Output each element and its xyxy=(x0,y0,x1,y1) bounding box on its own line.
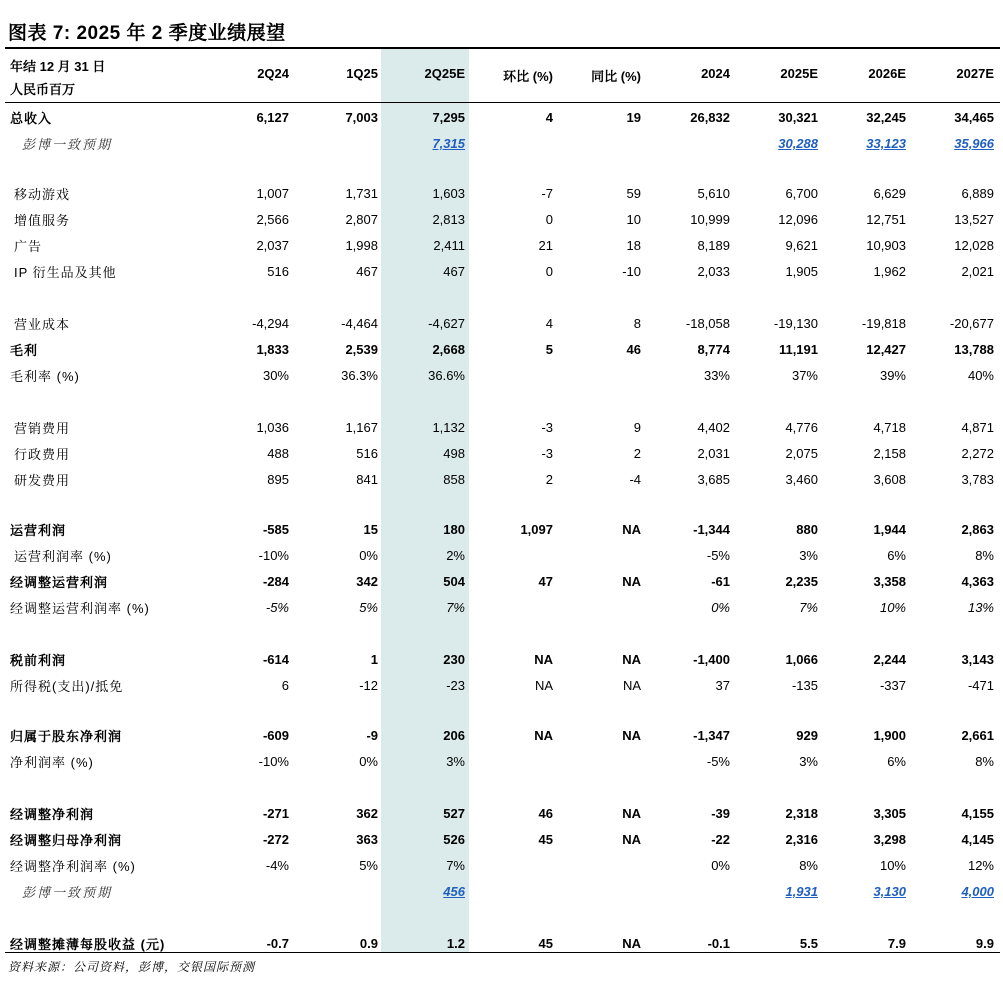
table-cell: 6% xyxy=(887,754,906,769)
table-cell: 1,962 xyxy=(873,264,906,279)
table-cell: 10,903 xyxy=(866,238,906,253)
row-label: 毛利率 (%) xyxy=(10,369,80,384)
table-cell: 3,783 xyxy=(961,472,994,487)
row-label: 经调整归母净利润 xyxy=(10,833,123,848)
table-cell: 1,036 xyxy=(256,420,289,435)
table-cell: 0% xyxy=(359,754,378,769)
table-cell: 8% xyxy=(975,754,994,769)
table-cell: 2,316 xyxy=(785,832,818,847)
table-cell: 841 xyxy=(356,472,378,487)
table-cell: 0% xyxy=(359,548,378,563)
row-label: 总收入 xyxy=(10,111,53,126)
table-cell: 0 xyxy=(545,264,553,279)
table-row xyxy=(0,826,1003,852)
table-row xyxy=(0,800,1003,826)
table-cell: 4,776 xyxy=(785,420,818,435)
table-cell: NA xyxy=(622,936,641,951)
table-row xyxy=(0,104,1003,130)
table-row xyxy=(0,878,1003,904)
table-cell: 1,833 xyxy=(256,342,289,357)
table-cell: 3,305 xyxy=(873,806,906,821)
table-cell: 2,244 xyxy=(873,652,906,667)
table-cell: 12,427 xyxy=(866,342,906,357)
table-cell[interactable]: 3,130 xyxy=(873,884,906,899)
table-cell: 30% xyxy=(262,368,289,383)
table-cell: NA xyxy=(622,652,641,667)
table-cell: -10% xyxy=(258,548,289,563)
table-cell: 1,905 xyxy=(785,264,818,279)
table-cell: 1,066 xyxy=(785,652,818,667)
header-col-5: 2024 xyxy=(701,66,730,81)
table-cell: 2,539 xyxy=(345,342,378,357)
table-cell: 180 xyxy=(443,522,465,537)
table-row xyxy=(0,232,1003,258)
table-cell: 2 xyxy=(545,472,553,487)
table-cell: 2,813 xyxy=(432,212,465,227)
table-cell: 2,272 xyxy=(961,446,994,461)
table-cell: -4% xyxy=(265,858,289,873)
table-cell: 36.3% xyxy=(341,368,378,383)
table-cell: 32,245 xyxy=(866,110,906,125)
table-cell: NA xyxy=(534,652,553,667)
table-cell: 2,235 xyxy=(785,574,818,589)
table-row xyxy=(0,542,1003,568)
header-col-4: 同比 (%) xyxy=(591,69,641,84)
table-cell: 12,096 xyxy=(778,212,818,227)
table-cell: 2,033 xyxy=(697,264,730,279)
table-cell: -3 xyxy=(541,446,553,461)
header-rule xyxy=(5,102,1000,103)
table-cell: 10 xyxy=(626,212,641,227)
table-cell: 2,158 xyxy=(873,446,906,461)
table-cell: -614 xyxy=(262,652,289,667)
table-cell[interactable]: 30,288 xyxy=(778,136,818,151)
row-label: 所得税(支出)/抵免 xyxy=(10,679,124,694)
table-cell: 7% xyxy=(446,858,465,873)
table-cell: 516 xyxy=(267,264,289,279)
table-cell: -19,130 xyxy=(773,316,818,331)
table-cell: 206 xyxy=(443,728,465,743)
table-cell: 895 xyxy=(267,472,289,487)
table-header xyxy=(0,49,1003,102)
table-cell: 526 xyxy=(443,832,465,847)
table-cell: 3,685 xyxy=(697,472,730,487)
table-cell: 0.9 xyxy=(359,936,378,951)
table-row xyxy=(0,646,1003,672)
table-cell: 4,402 xyxy=(697,420,730,435)
table-cell: 1,944 xyxy=(873,522,906,537)
table-cell: 488 xyxy=(267,446,289,461)
table-cell: NA xyxy=(622,678,641,693)
table-cell: NA xyxy=(622,806,641,821)
table-cell: 7,295 xyxy=(432,110,465,125)
row-label: 营销费用 xyxy=(14,421,71,436)
table-cell: 3% xyxy=(799,754,818,769)
table-cell: 1,097 xyxy=(520,522,553,537)
table-row xyxy=(0,594,1003,620)
table-cell: 1,132 xyxy=(432,420,465,435)
table-cell: 3% xyxy=(446,754,465,769)
table-cell: 13,788 xyxy=(954,342,994,357)
table-row xyxy=(0,440,1003,466)
table-cell[interactable]: 456 xyxy=(443,884,465,899)
table-cell: 4,871 xyxy=(961,420,994,435)
header-col-0: 2Q24 xyxy=(257,66,289,81)
table-cell: 467 xyxy=(356,264,378,279)
table-cell: -272 xyxy=(262,832,289,847)
table-cell: 8,189 xyxy=(697,238,730,253)
table-cell: 7,003 xyxy=(345,110,378,125)
row-label: 移动游戏 xyxy=(14,187,71,202)
table-cell: -10% xyxy=(258,754,289,769)
table-cell: 6,889 xyxy=(961,186,994,201)
table-cell: -5% xyxy=(706,548,730,563)
table-row xyxy=(0,310,1003,336)
table-cell: -609 xyxy=(262,728,289,743)
table-cell: 3,608 xyxy=(873,472,906,487)
table-cell: 2,037 xyxy=(256,238,289,253)
table-cell: 39% xyxy=(879,368,906,383)
table-cell: 4 xyxy=(545,316,553,331)
table-cell: 8 xyxy=(633,316,641,331)
table-cell: 9.9 xyxy=(975,936,994,951)
table-cell: 4,718 xyxy=(873,420,906,435)
table-cell: 4,155 xyxy=(961,806,994,821)
table-cell: 8% xyxy=(975,548,994,563)
table-cell: 1,167 xyxy=(345,420,378,435)
table-row xyxy=(0,362,1003,388)
table-cell: 342 xyxy=(356,574,378,589)
table-cell: 6% xyxy=(887,548,906,563)
row-label: 运营利润率 (%) xyxy=(14,549,112,564)
table-cell: 6,700 xyxy=(785,186,818,201)
table-cell: 3,143 xyxy=(961,652,994,667)
table-cell: 37 xyxy=(715,678,730,693)
row-label: 毛利 xyxy=(10,343,39,358)
table-cell: -23 xyxy=(446,678,465,693)
table-cell: -471 xyxy=(967,678,994,693)
row-label: 彭博一致预期 xyxy=(22,137,113,152)
row-label: 行政费用 xyxy=(14,447,71,462)
table-row xyxy=(0,206,1003,232)
table-cell: 3,460 xyxy=(785,472,818,487)
table-row xyxy=(0,672,1003,698)
row-label: 研发费用 xyxy=(14,473,71,488)
table-cell: 45 xyxy=(538,832,553,847)
table-cell: 12,028 xyxy=(954,238,994,253)
table-cell: 34,465 xyxy=(954,110,994,125)
source-note: 资料来源：公司资料，彭博，交银国际预测 xyxy=(8,960,256,974)
row-label: 增值服务 xyxy=(14,213,71,228)
table-cell: -5% xyxy=(706,754,730,769)
table-cell: 504 xyxy=(443,574,465,589)
bottom-rule xyxy=(5,952,1000,953)
table-cell: -4,294 xyxy=(252,316,289,331)
table-cell: 12% xyxy=(967,858,994,873)
table-row xyxy=(0,180,1003,206)
row-label: 广告 xyxy=(14,239,43,254)
table-cell: 5,610 xyxy=(697,186,730,201)
table-cell: 12,751 xyxy=(866,212,906,227)
row-label: 经调整净利润率 (%) xyxy=(10,859,136,874)
row-label: 运营利润 xyxy=(10,523,67,538)
table-cell: NA xyxy=(622,728,641,743)
header-label-currency: 人民币百万 xyxy=(10,82,76,97)
table-cell: 1,900 xyxy=(873,728,906,743)
table-cell: 21 xyxy=(538,238,553,253)
table-cell: 527 xyxy=(443,806,465,821)
table-cell: 33% xyxy=(703,368,730,383)
table-cell: 10,999 xyxy=(690,212,730,227)
table-cell: 11,191 xyxy=(778,342,818,357)
table-cell: 2,031 xyxy=(697,446,730,461)
table-cell: NA xyxy=(622,832,641,847)
table-cell: 929 xyxy=(796,728,818,743)
table-cell: 1,007 xyxy=(256,186,289,201)
table-cell: -10 xyxy=(622,264,641,279)
table-cell: 230 xyxy=(443,652,465,667)
table-cell: 6 xyxy=(281,678,289,693)
table-row xyxy=(0,516,1003,542)
table-cell: -0.1 xyxy=(707,936,730,951)
row-label: 归属于股东净利润 xyxy=(10,729,123,744)
table-row xyxy=(0,852,1003,878)
table-cell: 0% xyxy=(711,600,730,615)
table-cell: 2,021 xyxy=(961,264,994,279)
table-cell: 362 xyxy=(356,806,378,821)
table-cell: 5 xyxy=(545,342,553,357)
table-cell: NA xyxy=(622,522,641,537)
table-cell: -135 xyxy=(791,678,818,693)
table-cell: 4,363 xyxy=(961,574,994,589)
table-cell: NA xyxy=(622,574,641,589)
header-col-2: 2Q25E xyxy=(424,66,465,81)
row-label: 经调整摊薄每股收益 (元) xyxy=(10,937,166,952)
table-cell: -39 xyxy=(711,806,730,821)
table-cell: -61 xyxy=(711,574,730,589)
table-cell: 1,603 xyxy=(432,186,465,201)
table-cell: 2,807 xyxy=(345,212,378,227)
table-cell: 10% xyxy=(879,600,906,615)
table-cell: 8,774 xyxy=(697,342,730,357)
table-cell: NA xyxy=(534,678,553,693)
table-cell: 45 xyxy=(538,936,553,951)
table-cell: 8% xyxy=(799,858,818,873)
table-cell: 13% xyxy=(967,600,994,615)
table-cell[interactable]: 1,931 xyxy=(785,884,818,899)
table-cell: 498 xyxy=(443,446,465,461)
table-cell: 6,629 xyxy=(873,186,906,201)
table-cell: 467 xyxy=(443,264,465,279)
table-cell[interactable]: 4,000 xyxy=(961,884,994,899)
table-cell: 37% xyxy=(791,368,818,383)
table-cell: 9,621 xyxy=(785,238,818,253)
table-cell: 0% xyxy=(711,858,730,873)
header-col-1: 1Q25 xyxy=(346,66,378,81)
table-cell: -0.7 xyxy=(266,936,289,951)
table-cell: 0 xyxy=(545,212,553,227)
table-cell: 2,318 xyxy=(785,806,818,821)
table-cell: 2,075 xyxy=(785,446,818,461)
page-title: 图表 7: 2025 年 2 季度业绩展望 xyxy=(8,23,286,44)
table-cell: 36.6% xyxy=(428,368,465,383)
table-cell: 5% xyxy=(359,858,378,873)
table-cell: 2,566 xyxy=(256,212,289,227)
row-label: 经调整运营利润率 (%) xyxy=(10,601,150,616)
table-cell: 2,668 xyxy=(432,342,465,357)
table-cell: 4 xyxy=(545,110,553,125)
table-cell: 2,411 xyxy=(433,238,465,253)
row-label: 净利润率 (%) xyxy=(10,755,94,770)
table-row xyxy=(0,568,1003,594)
header-col-8: 2027E xyxy=(956,66,994,81)
table-cell: 46 xyxy=(538,806,553,821)
table-cell: 2,863 xyxy=(961,522,994,537)
table-cell: 6,127 xyxy=(256,110,289,125)
table-cell: 2,661 xyxy=(961,728,994,743)
table-cell: 18 xyxy=(626,238,641,253)
table-row xyxy=(0,130,1003,156)
table-cell: -1,400 xyxy=(693,652,730,667)
table-cell[interactable]: 7,315 xyxy=(432,136,465,151)
row-label: IP 衍生品及其他 xyxy=(14,265,117,280)
table-row xyxy=(0,336,1003,362)
table-row xyxy=(0,258,1003,284)
table-cell: 1,998 xyxy=(345,238,378,253)
table-cell: 858 xyxy=(443,472,465,487)
table-cell: -4,627 xyxy=(428,316,465,331)
table-cell: -12 xyxy=(359,678,378,693)
table-cell: 47 xyxy=(538,574,553,589)
table-row xyxy=(0,748,1003,774)
table-cell: 1,731 xyxy=(345,186,378,201)
header-label-fiscal-year: 年结 12 月 31 日 xyxy=(10,59,106,74)
table-cell: 10% xyxy=(879,858,906,873)
table-row xyxy=(0,414,1003,440)
table-cell: -5% xyxy=(265,600,289,615)
header-col-7: 2026E xyxy=(868,66,906,81)
row-label: 彭博一致预期 xyxy=(22,885,113,900)
table-cell: 9 xyxy=(633,420,641,435)
table-cell: 13,527 xyxy=(954,212,994,227)
table-cell: 19 xyxy=(626,110,641,125)
table-cell: 3,298 xyxy=(873,832,906,847)
table-cell: -585 xyxy=(262,522,289,537)
table-cell: -271 xyxy=(262,806,289,821)
table-cell: -1,347 xyxy=(693,728,730,743)
table-cell: -7 xyxy=(541,186,553,201)
table-cell: 59 xyxy=(626,186,641,201)
table-cell: 26,832 xyxy=(690,110,730,125)
row-label: 税前利润 xyxy=(10,653,67,668)
table-row xyxy=(0,722,1003,748)
table-cell: -4 xyxy=(629,472,641,487)
table-cell: 363 xyxy=(356,832,378,847)
table-cell: 7.9 xyxy=(887,936,906,951)
table-cell: -284 xyxy=(262,574,289,589)
table-cell: 7% xyxy=(799,600,818,615)
table-cell: NA xyxy=(534,728,553,743)
row-label: 经调整净利润 xyxy=(10,807,95,822)
header-col-3: 环比 (%) xyxy=(503,69,553,84)
table-cell: 5.5 xyxy=(799,936,818,951)
row-label: 营业成本 xyxy=(14,317,71,332)
table-cell: -337 xyxy=(879,678,906,693)
table-cell: 1 xyxy=(370,652,378,667)
table-cell: 30,321 xyxy=(778,110,818,125)
table-cell: 40% xyxy=(967,368,994,383)
table-cell: 4,145 xyxy=(961,832,994,847)
table-cell: -22 xyxy=(711,832,730,847)
table-cell: -19,818 xyxy=(861,316,906,331)
table-cell: 516 xyxy=(356,446,378,461)
table-cell[interactable]: 33,123 xyxy=(866,136,906,151)
table-cell: -3 xyxy=(541,420,553,435)
table-cell: -1,344 xyxy=(693,522,730,537)
table-row xyxy=(0,466,1003,492)
table-cell: 5% xyxy=(359,600,378,615)
table-cell: 46 xyxy=(626,342,641,357)
row-label: 经调整运营利润 xyxy=(10,575,109,590)
table-cell: 2% xyxy=(446,548,465,563)
table-cell: -18,058 xyxy=(685,316,730,331)
table-cell: 3% xyxy=(799,548,818,563)
table-cell: 7% xyxy=(446,600,465,615)
header-col-6: 2025E xyxy=(780,66,818,81)
table-cell: 3,358 xyxy=(873,574,906,589)
table-cell: 2 xyxy=(633,446,641,461)
table-cell: -20,677 xyxy=(949,316,994,331)
table-cell: -9 xyxy=(366,728,378,743)
table-cell: -4,464 xyxy=(341,316,378,331)
table-cell: 15 xyxy=(363,522,378,537)
table-cell[interactable]: 35,966 xyxy=(954,136,994,151)
table-cell: 880 xyxy=(796,522,818,537)
table-cell: 1.2 xyxy=(446,936,465,951)
